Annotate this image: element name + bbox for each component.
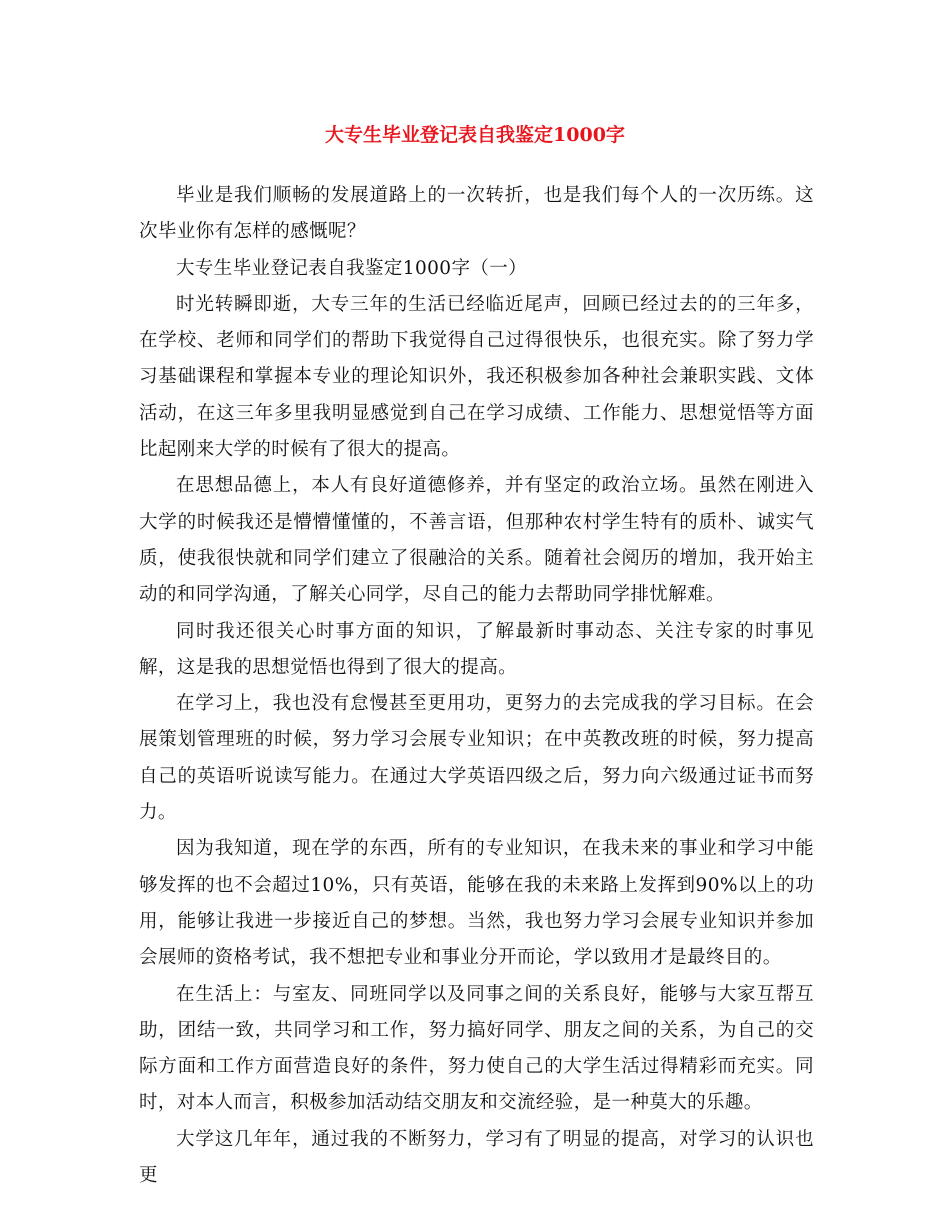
document-title: 大专生毕业登记表自我鉴定1000字	[325, 124, 625, 146]
paragraph: 因为我知道，现在学的东西，所有的专业知识，在我未来的事业和学习中能够发挥的也不会超过10%，只有英语，能够在我的未来路上发挥到90%以上的功用，能够让我进一步接近自己的梦想。当然，我也努力学习会展专业知识并参加会展师的资格考试，我不想把专业和事业分开而论，学以致用才是最终目的。	[139, 838, 814, 969]
paragraph: 大学这几年年，通过我的不断努力，学习有了明显的提高，对学习的认识也更	[139, 1128, 814, 1187]
paragraph: 时光转瞬即逝，大专三年的生活已经临近尾声，回顾已经过去的的三年多，在学校、老师和同学们的帮助下我觉得自己过得很快乐，也很充实。除了努力学习基础课程和掌握本专业的理论知识外，我还积极参加各种社会兼职实践、文体活动，在这三年多里我明显感觉到自己在学习成绩、工作能力、思想觉悟等方面比起刚来大学的时候有了很大的提高。	[139, 293, 814, 461]
section-heading: 大专生毕业登记表自我鉴定1000字（一）	[176, 257, 528, 279]
paragraph: 在学习上，我也没有怠慢甚至更用功，更努力的去完成我的学习目标。在会展策划管理班的时候，努力学习会展专业知识；在中英教改班的时候，努力提高自己的英语听说读写能力。在通过大学英语四级之后，努力向六级通过证书而努力。	[139, 693, 814, 824]
paragraph: 同时我还很关心时事方面的知识，了解最新时事动态、关注专家的时事见解，这是我的思想觉悟也得到了很大的提高。	[139, 620, 814, 678]
paragraph-intro: 毕业是我们顺畅的发展道路上的一次转折，也是我们每个人的一次历练。这次毕业你有怎样的感慨呢？	[139, 185, 814, 243]
paragraph: 在生活上：与室友、同班同学以及同事之间的关系良好，能够与大家互帮互助，团结一致，共同学习和工作，努力搞好同学、朋友之间的关系，为自己的交际方面和工作方面营造良好的条件，努力使自己的大学生活过得精彩而充实。同时，对本人而言，积极参加活动结交朋友和交流经验，是一种莫大的乐趣。	[139, 983, 814, 1114]
paragraph: 在思想品德上，本人有良好道德修养，并有坚定的政治立场。虽然在刚进入大学的时候我还是懵懵懂懂的，不善言语，但那种农村学生特有的质朴、诚实气质，使我很快就和同学们建立了很融洽的关系。随着社会阅历的增加，我开始主动的和同学沟通，了解关心同学，尽自己的能力去帮助同学排忧解难。	[139, 475, 814, 606]
document-body	[139, 178, 814, 1194]
